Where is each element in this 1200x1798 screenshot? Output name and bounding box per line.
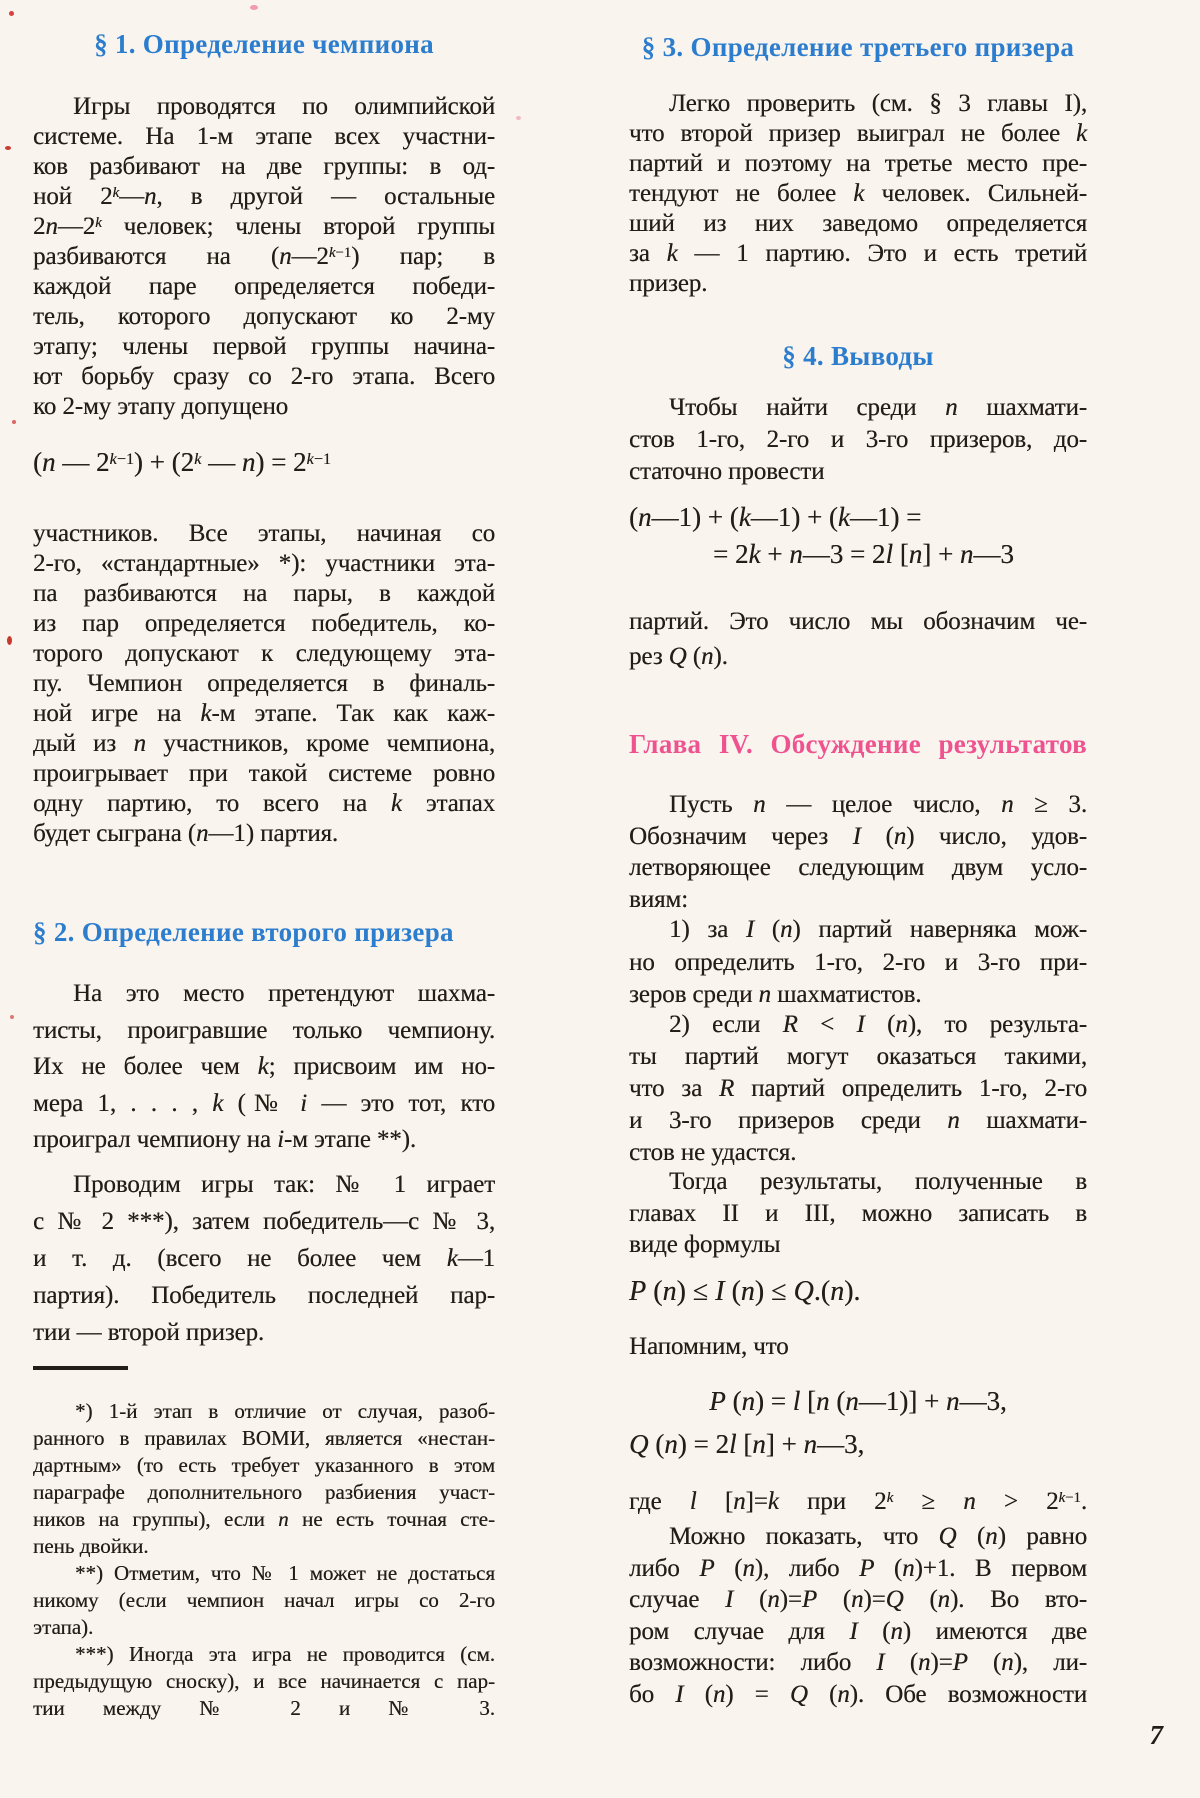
text-line: Тогда результаты, полученные в [669,1168,1087,1195]
text-line: что за R партий определить 1-го, 2-го [629,1075,1087,1102]
condition-1-paragraph [629,914,1087,1012]
text-line: партия). Победитель последней пар- [33,1282,495,1309]
text-line: будет сыграна (n—1) партия. [33,820,339,847]
text-line: пу. Чемпион определяется в финаль- [33,670,495,697]
pq-definition-formulas [629,1380,1087,1466]
text-line: ший из них заведомо определяется [629,210,1087,237]
scan-speck [10,1015,14,1019]
text-line: P (n) ≤ I (n) ≤ Q.(n). [629,1276,861,1307]
condition-2-paragraph [629,1009,1087,1169]
total-games-formula [629,499,1087,573]
text-line: предыдущую сноску), и все начинается с пар- [33,1669,495,1693]
champion-games-formula [33,447,495,478]
text-line: и 3-го призеров среди n шахмати- [629,1107,1087,1134]
text-line: ников на группы), если n не есть точная сте- [33,1507,495,1531]
text-line: 2n—2$^k$ человек; члены второй группы [33,213,495,240]
text-line: па разбиваются на пары, в каждой [33,580,495,607]
scan-speck [12,420,16,424]
page-number: 7 [1149,1720,1163,1750]
text-line: тии — второй призер. [33,1319,265,1346]
text-line: статочно провести [629,458,825,485]
text-line: за k — 1 партию. Это и есть третий [629,240,1087,267]
footnote [33,1560,495,1641]
text-line: тии между № 2 и № 3. [33,1696,495,1720]
text-line: бо I (n) = Q (n). Обе возможности [629,1680,1087,1708]
text-line: P (n) = l [n (n—1)] + n—3, [709,1386,1007,1416]
text-line: рез Q (n). [629,643,728,670]
text-line: ранного в правилах ВОМИ, является «нестан- [33,1426,495,1450]
text-line: ной игре на k-м этапе. Так как каж- [33,700,496,727]
text-line: Обозначим через I (n) число, удов- [629,822,1087,850]
text-line: что второй призер выиграл не более k [629,120,1087,147]
chapter-4-paragraph-3 [629,1521,1087,1710]
footnote [33,1398,495,1560]
text-line: тендуют не более k человек. Сильней- [629,180,1088,207]
text-line: виям: [629,885,688,913]
reminder-paragraph [629,1332,1087,1362]
section-1-paragraph-1 [33,92,495,422]
text-line: стов 1-го, 2-го и 3-го призеров, до- [629,426,1087,453]
text-line: этапу; члены первой группы начина- [33,333,495,360]
text-line: 2) если R < I (n), то результа- [669,1011,1087,1038]
chapter-4-paragraph-2 [629,1166,1087,1261]
text-line: одну партию, то всего на k этапах [33,790,495,817]
text-line: (n — $2^{k-1}) + (2^k$ — $n) = 2^{k-1}$ [33,447,331,477]
text-line: каждой паре определяется победи- [33,273,495,300]
scan-speck [7,636,12,645]
scan-speck [5,146,11,150]
text-line: мера 1, . . . , k (№ i — это тот, кто [33,1089,495,1117]
text-line: На это место претендуют шахма- [73,980,495,1007]
text-line: случае I (n)=P (n)=Q (n). Во вто- [629,1586,1087,1613]
text-line: никому (если чемпион начал игры со 2-го [33,1588,495,1612]
text-line: с № 2 ***), затем победитель—с № 3, [33,1208,495,1235]
footnote-separator [33,1366,128,1370]
text-line: Напомним, что [629,1333,789,1360]
text-line: зеров среди n шахматистов. [629,981,922,1008]
text-line: дартным» (то есть требует указанного в этом [33,1453,495,1477]
text-line: Чтобы найти среди n шахмати- [669,394,1087,421]
text-line: партий. Это число мы обозначим че- [629,608,1087,635]
text-line: Проводим игры так: № 1 играет [73,1171,495,1198]
text-line: = 2k + n—3 = 2l [n] + n—3 [713,539,1014,569]
text-line: ко 2-му этапу допущено [33,393,289,420]
text-line: Их не более чем k; присвоим им но- [33,1053,495,1080]
section-4-paragraph-1 [629,392,1087,488]
text-line: Пусть n — целое число, n ≥ 3. [669,791,1087,818]
text-line: Легко проверить (см. § 3 главы I), [669,90,1087,117]
footnote [33,1641,495,1722]
text-line: проиграл чемпиону на i-м этапе **). [33,1126,417,1153]
text-line: виде формулы [629,1231,781,1258]
text-line: дый из n участников, кроме чемпиона, [33,730,495,757]
scan-speck [516,116,521,120]
section-4-paragraph-2 [629,604,1087,674]
text-line: этапа). [33,1615,94,1639]
text-line: из пар определяется победитель, ко- [33,610,495,637]
text-line: летворяющее следующим двум усло- [629,854,1087,881]
section-3-paragraph-1 [629,89,1087,299]
text-line: участников. Все этапы, начиная со [33,520,495,547]
text-line: Можно показать, что Q (n) равно [669,1523,1087,1550]
text-line: системе. На 1-м этапе всех участни- [33,123,495,150]
scan-speck [9,11,14,16]
text-line: возможности: либо I (n)=P (n), ли- [629,1649,1087,1676]
text-line: ют борьбу сразу со 2-го этапа. Всего [33,363,495,390]
text-line: либо P (n), либо P (n)+1. В первом [629,1554,1087,1582]
text-line: Q (n) = 2l [n] + n—3, [629,1429,865,1459]
text-line: ром случае для I (n) имеются две [629,1617,1087,1645]
section-3-heading: § 3. Определение третьего призера [641,32,1075,62]
text-line: **) Отметим, что № 1 может не достаться [75,1561,495,1585]
text-line: главах II и III, можно записать в [629,1199,1087,1227]
text-line: (n—1) + (k—1) + (k—1) = [629,502,922,532]
text-line: торого допускают к следующему эта- [33,640,495,667]
text-line: где l [n]=k при $2^k \ge n > 2^{k-1}$. [629,1488,1087,1515]
text-line: ***) Иногда эта игра не проводится (см. [75,1642,495,1666]
text-line: 1) за I (n) партий наверняка мож- [669,916,1087,943]
text-line: и т. д. (всего не более чем k—1 [33,1245,495,1272]
l-definition-line [629,1487,1087,1517]
chapter-4-paragraph-1 [629,789,1087,915]
section-2-heading: § 2. Определение второго призера [33,917,454,947]
section-2-paragraph-1 [33,976,495,1159]
inequality-formula [629,1276,1087,1308]
scan-speck [250,5,258,10]
text-line: тисты, проигравшие только чемпиону. [33,1016,495,1044]
text-line: стов не удастся. [629,1139,797,1166]
footnotes [33,1398,495,1722]
text-line: проигрывает при такой системе ровно [33,760,495,787]
text-line: ков разбивают на две группы: в од- [33,153,495,180]
section-1-heading: § 1. Определение чемпиона [94,29,434,59]
text-line: призер. [629,270,708,297]
text-line: параграфе дополнительного разбиения участ- [33,1480,495,1504]
text-line: ты партий могут оказаться такими, [629,1043,1087,1070]
text-line: ной 2$^k$—n, в другой — остальные [33,183,495,210]
text-line: пень двойки. [33,1534,149,1558]
text-line: разбиваются на $(n—2^{k-1})$ пар; в [33,243,495,270]
text-line: *) 1-й этап в отличие от случая, разоб- [75,1399,495,1423]
section-1-paragraph-2 [33,519,495,849]
section-4-heading: § 4. Выводы [782,341,934,371]
text-line: 2-го, «стандартные» *): участники эта- [33,550,495,577]
text-line: партий и поэтому на третье место пре- [629,150,1087,177]
text-line: тель, которого допускают ко 2-му [33,303,495,330]
section-2-paragraph-2 [33,1166,495,1351]
text-line: Игры проводятся по олимпийской [73,93,495,120]
chapter-4-heading: Глава IV. Обсуждение результатов [629,729,1087,759]
text-line: но определить 1-го, 2-го и 3-го при- [629,948,1087,976]
